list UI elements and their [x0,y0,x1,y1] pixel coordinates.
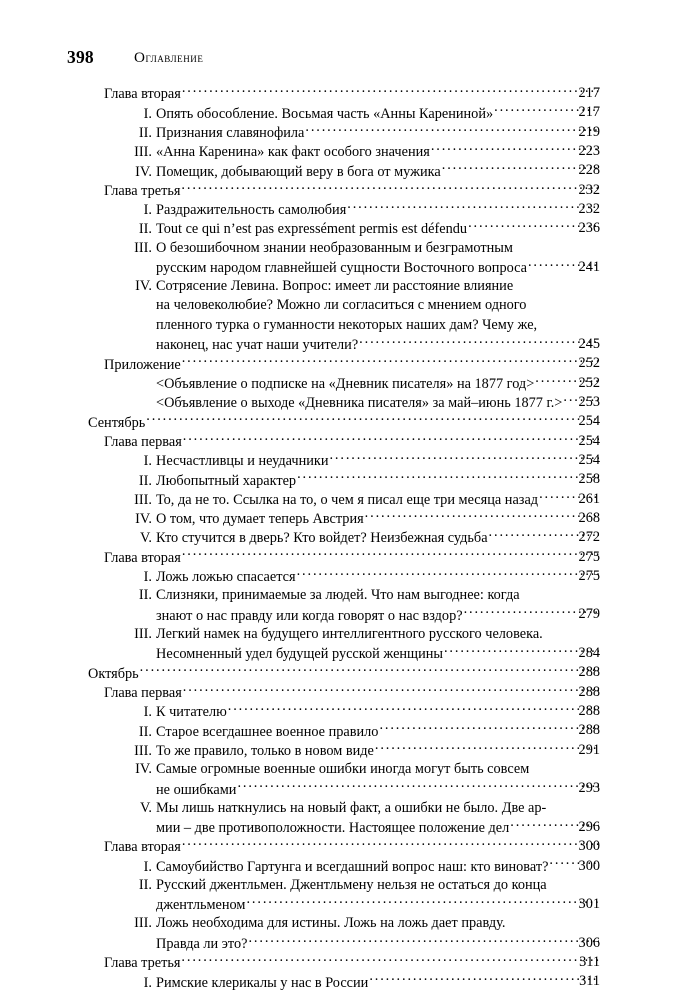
toc-page-number-value: 253 [578,394,600,410]
toc-entry-line [156,779,600,800]
dot-leader [183,683,599,697]
toc-item-numeral: IV . [128,277,152,296]
toc-row[interactable] [0,914,675,933]
toc-item-numeral: II . [128,876,152,895]
toc-entry-line [156,934,600,955]
toc-row[interactable] [0,84,675,103]
toc-entry-line [88,412,600,433]
toc-row[interactable] [0,277,675,296]
toc-row[interactable] [0,663,675,682]
toc-item-numeral: I . [128,452,152,471]
toc-row[interactable] [0,239,675,258]
toc-entry-line [156,393,600,414]
toc-entry-label: Признания славянофила [156,124,305,141]
toc-entry-label: Кто стучится в дверь? Кто войдет? Неизбежная судьба [156,530,488,547]
toc-row[interactable] [0,895,675,914]
toc-row[interactable] [0,818,675,837]
toc-entry-line [128,470,600,491]
toc-page-number-value: 219 [578,123,600,140]
dot-leader [140,663,599,677]
toc-page-number-value: 268 [578,509,600,526]
toc-item-numeral: II . [128,586,152,605]
running-title: оглавление [134,49,204,66]
toc-entry-line [128,509,600,530]
toc-page-number-value: 254 [578,451,600,468]
toc-page-number-value: 279 [578,606,600,623]
toc-row[interactable] [0,625,675,644]
toc-row[interactable] [0,451,675,470]
toc-page-number-value: 236 [578,220,600,237]
toc-row[interactable] [0,721,675,740]
toc-row[interactable] [0,799,675,818]
toc-entry-line [104,837,600,858]
toc-entry-label: Легкий намек на будущего интеллигентного русского человека. [156,625,543,642]
toc-page-number-value: 228 [578,162,600,179]
toc-entry-line [128,123,600,144]
toc-entry-label: Помещик, добывающий веру в бога от мужика [156,163,441,180]
toc-page-number-value: 288 [578,683,600,700]
toc-entry-line [104,683,600,704]
toc-row[interactable] [0,374,675,393]
toc-page-number-value: 217 [578,104,600,121]
toc-entry-line [128,142,600,163]
toc-page-number-value: 223 [578,142,600,159]
toc-page-number-value: 284 [578,645,600,662]
running-head [0,46,675,70]
dot-leader [183,432,599,446]
toc-entry-label: То же правило, только в новом виде [156,742,374,759]
toc-entry-label: Глава вторая [104,839,181,856]
toc-row[interactable] [0,528,675,547]
toc-row[interactable] [0,567,675,586]
toc-row[interactable] [0,644,675,663]
toc-entry-label: Октябрь [88,665,139,682]
toc-entry-line [128,277,600,296]
toc-row[interactable] [0,972,675,991]
toc-row[interactable] [0,876,675,895]
toc-page-number-value: 296 [578,818,600,835]
toc-entry-label: Римские клерикалы у нас в России [156,974,369,991]
toc-entry-label: О том, что думает теперь Австрия [156,511,364,528]
toc-row[interactable] [0,161,675,180]
toc-entry-label: Несомненный удел будущей русской женщины [156,646,443,663]
toc-entry-label: знают о нас правду или когда говорят о нас вздор? [156,607,463,624]
toc-entry-list [0,84,675,992]
dot-leader [146,412,599,426]
toc-row[interactable] [0,779,675,798]
toc-item-numeral: I . [128,974,152,993]
toc-page-number-value: 300 [578,857,600,874]
toc-row[interactable] [0,142,675,161]
toc-item-numeral: III . [128,143,152,162]
toc-row[interactable] [0,741,675,760]
toc-row[interactable] [0,586,675,605]
toc-entry-line [128,914,600,933]
toc-entry-label: Глава первая [104,684,182,701]
toc-row[interactable] [0,200,675,219]
toc-entry-line [128,103,600,124]
toc-entry-label: наконец, нас учат наши учители? [156,337,359,354]
toc-entry-label: пленного турка о гуманности некоторых наших дам? Чему же, [156,316,538,333]
toc-page-number-value: 293 [578,780,600,797]
toc-row[interactable] [0,509,675,528]
dot-leader [181,181,599,195]
toc-page-number-value: 288 [578,703,600,719]
toc-item-numeral: III . [128,914,152,933]
toc-entry-line [156,316,600,335]
toc-entry-line [156,644,600,665]
dot-leader [297,567,599,581]
toc-page-number-value: 245 [578,336,600,353]
toc-row[interactable] [0,258,675,277]
toc-item-numeral: III . [128,742,152,761]
toc-entry-label: Глава третья [104,955,181,972]
toc-page-number-value: 241 [578,258,600,275]
toc-entry-label: Мы лишь наткнулись на новый факт, а ошибки не было. Две ар- [156,799,547,816]
toc-entry-line [156,605,600,626]
toc-entry-label: «Анна Каренина» как факт особого значения [156,144,430,161]
toc-page-number-value: 291 [578,741,600,758]
toc-item-numeral: II . [128,723,152,742]
toc-entry-label: на человеколюбие? Можно ли согласиться с мнением одного [156,297,527,314]
toc-item-numeral: IV . [128,760,152,779]
toc-page-number-value: 311 [579,973,600,990]
toc-page-number-value: 272 [578,529,600,546]
toc-entry-line [156,374,600,395]
toc-entry-line [128,741,600,762]
toc-entry-line [128,799,600,818]
toc-row[interactable] [0,335,675,354]
toc-item-numeral: I . [128,568,152,587]
toc-row[interactable] [0,123,675,142]
toc-row[interactable] [0,354,675,373]
toc-entry-label: Самоубийство Гартунга и всегдашний вопрос наш: кто виноват? [156,858,549,875]
toc-row[interactable] [0,490,675,509]
toc-row[interactable] [0,702,675,721]
toc-item-numeral: V . [128,529,152,548]
toc-item-numeral: III . [128,625,152,644]
dot-leader [182,837,599,851]
toc-page-number-value: 300 [578,838,600,855]
toc-item-numeral: III . [128,491,152,510]
dot-leader [182,354,599,368]
toc-entry-line [128,567,600,588]
toc-entry-label: Глава вторая [104,549,181,566]
toc-entry-line [128,625,600,644]
toc-row[interactable] [0,470,675,489]
toc-entry-label: <Объявление о подписке на «Дневник писателя» на 1877 год> [156,375,535,392]
toc-entry-line [128,721,600,742]
toc-item-numeral: I . [128,201,152,220]
dot-leader [246,895,599,909]
dot-leader [181,953,599,967]
toc-entry-label: <Объявление о выходе «Дневника писателя» за май–июнь 1877 г.> [156,395,563,412]
toc-entry-label: Любопытный характер [156,472,297,489]
toc-page-number-value: 261 [578,490,600,507]
toc-entry-label: Самые огромные военные ошибки иногда могут быть совсем [156,760,530,777]
dot-leader [329,451,599,465]
toc-entry-label: Приложение [104,356,181,373]
toc-item-numeral: I . [128,105,152,124]
toc-page-number-value: 311 [579,954,600,971]
toc-entry-line [156,258,600,279]
page-folio: 398 [67,47,94,67]
toc-item-numeral: II . [128,472,152,491]
dot-leader [297,470,599,484]
toc-row[interactable] [0,857,675,876]
toc-entry-label: Глава вторая [104,86,181,103]
toc-page-number-value: 254 [578,413,600,430]
toc-row[interactable] [0,934,675,953]
dot-leader [248,934,599,948]
toc-row[interactable] [0,837,675,856]
toc-entry-line [128,490,600,511]
toc-entry-label: мии – две противоположности. Настоящее положение дел [156,820,510,837]
toc-entry-label: Слизняки, принимаемые за людей. Что нам выгоднее: когда [156,587,520,604]
dot-leader [182,548,599,562]
toc-page-number-value: 232 [578,200,600,217]
toc-entry-line [104,354,600,375]
toc-page-number-value: 217 [578,85,600,101]
toc-row[interactable] [0,548,675,567]
toc-entry-line [104,84,600,105]
toc-page-number-value: 275 [578,567,600,584]
toc-entry-line [104,548,600,569]
toc-entry-line [104,181,600,202]
toc-entry-label: Ложь необходима для истины. Ложь на ложь дает правду. [156,915,506,932]
toc-entry-label: О безошибочном знании необразованным и безграмотным [156,239,513,256]
toc-entry-line [128,702,600,723]
toc-entry-label: Русский джентльмен. Джентльмену нельзя не остаться до конца [156,876,547,893]
toc-row[interactable] [0,219,675,238]
toc-entry-label: Сотрясение Левина. Вопрос: имеет ли расстояние влияние [156,278,514,295]
toc-page-number-value: 306 [578,934,600,951]
toc-entry-line [156,296,600,315]
toc-entry-label: К читателю [156,704,227,721]
toc-entry-label: Сентябрь [88,414,146,431]
toc-page-number-value: 301 [578,896,600,913]
toc-item-numeral: II . [128,220,152,239]
toc-entry-line [128,972,600,993]
toc-entry-line [156,818,600,839]
toc-item-numeral: IV . [128,510,152,529]
toc-entry-label: не ошибками [156,781,237,798]
toc-item-numeral: IV . [128,163,152,182]
toc-item-numeral: II . [128,124,152,143]
dot-leader [305,123,599,137]
toc-page-number-value: 288 [578,722,600,739]
toc-entry-line [156,335,600,356]
toc-row[interactable] [0,412,675,431]
toc-entry-line [88,663,600,684]
toc-row[interactable] [0,605,675,624]
toc-item-numeral: I . [128,703,152,722]
toc-row[interactable] [0,760,675,779]
toc-item-numeral: I . [128,858,152,877]
toc-entry-line [128,239,600,258]
toc-row[interactable] [0,393,675,412]
toc-entry-line [156,895,600,916]
dot-leader [228,702,599,716]
toc-entry-label: Ложь ложью спасается [156,569,296,586]
toc-entry-line [128,857,600,878]
toc-entry-label: Tout ce qui n’est pas expressément permis est défendu [156,221,468,238]
toc-entry-line [128,219,600,240]
toc-entry-line [128,528,600,549]
toc-entry-label: Глава третья [104,182,181,199]
toc-row[interactable] [0,683,675,702]
toc-page-number-value: 252 [578,355,600,372]
toc-page-number-value: 232 [578,181,600,198]
toc-row[interactable] [0,296,675,315]
toc-page-number-value: 254 [578,432,600,449]
dot-leader [182,84,599,98]
toc-item-numeral: V . [128,799,152,818]
toc-entry-label: Правда ли это? [156,936,248,953]
toc-entry-label: джентльменом [156,897,246,914]
dot-leader [237,779,599,793]
toc-entry-line [128,161,600,182]
toc-entry-label: Раздражительность самолюбия [156,202,347,219]
toc-row[interactable] [0,181,675,200]
toc-entry-line [104,432,600,453]
toc-entry-line [104,953,600,974]
toc-row[interactable] [0,953,675,972]
toc-row[interactable] [0,316,675,335]
toc-entry-line [128,451,600,472]
toc-row[interactable] [0,432,675,451]
toc-row[interactable] [0,103,675,122]
toc-entry-label: Опять обособление. Восьмая часть «Анны Карениной» [156,105,494,122]
toc-entry-label: То, да не то. Ссылка на то, о чем я писал еще три месяца назад [156,491,539,508]
toc-entry-line [128,876,600,895]
toc-page-number-value: 288 [578,664,600,681]
toc-entry-label: Старое всегдашнее военное правило [156,723,379,740]
toc-item-numeral: III . [128,239,152,258]
toc-entry-label: русским народом главнейшей сущности Восточного вопроса [156,260,527,277]
toc-entry-label: Несчастливцы и неудачники [156,453,329,470]
toc-page-number-value: 252 [578,374,600,391]
toc-entry-line [128,760,600,779]
toc-entry-line [128,586,600,605]
toc-entry-label: Глава первая [104,433,182,450]
toc-entry-line [128,200,600,221]
toc-page-number-value: 275 [578,548,600,565]
toc-page-number-value: 258 [578,471,600,488]
